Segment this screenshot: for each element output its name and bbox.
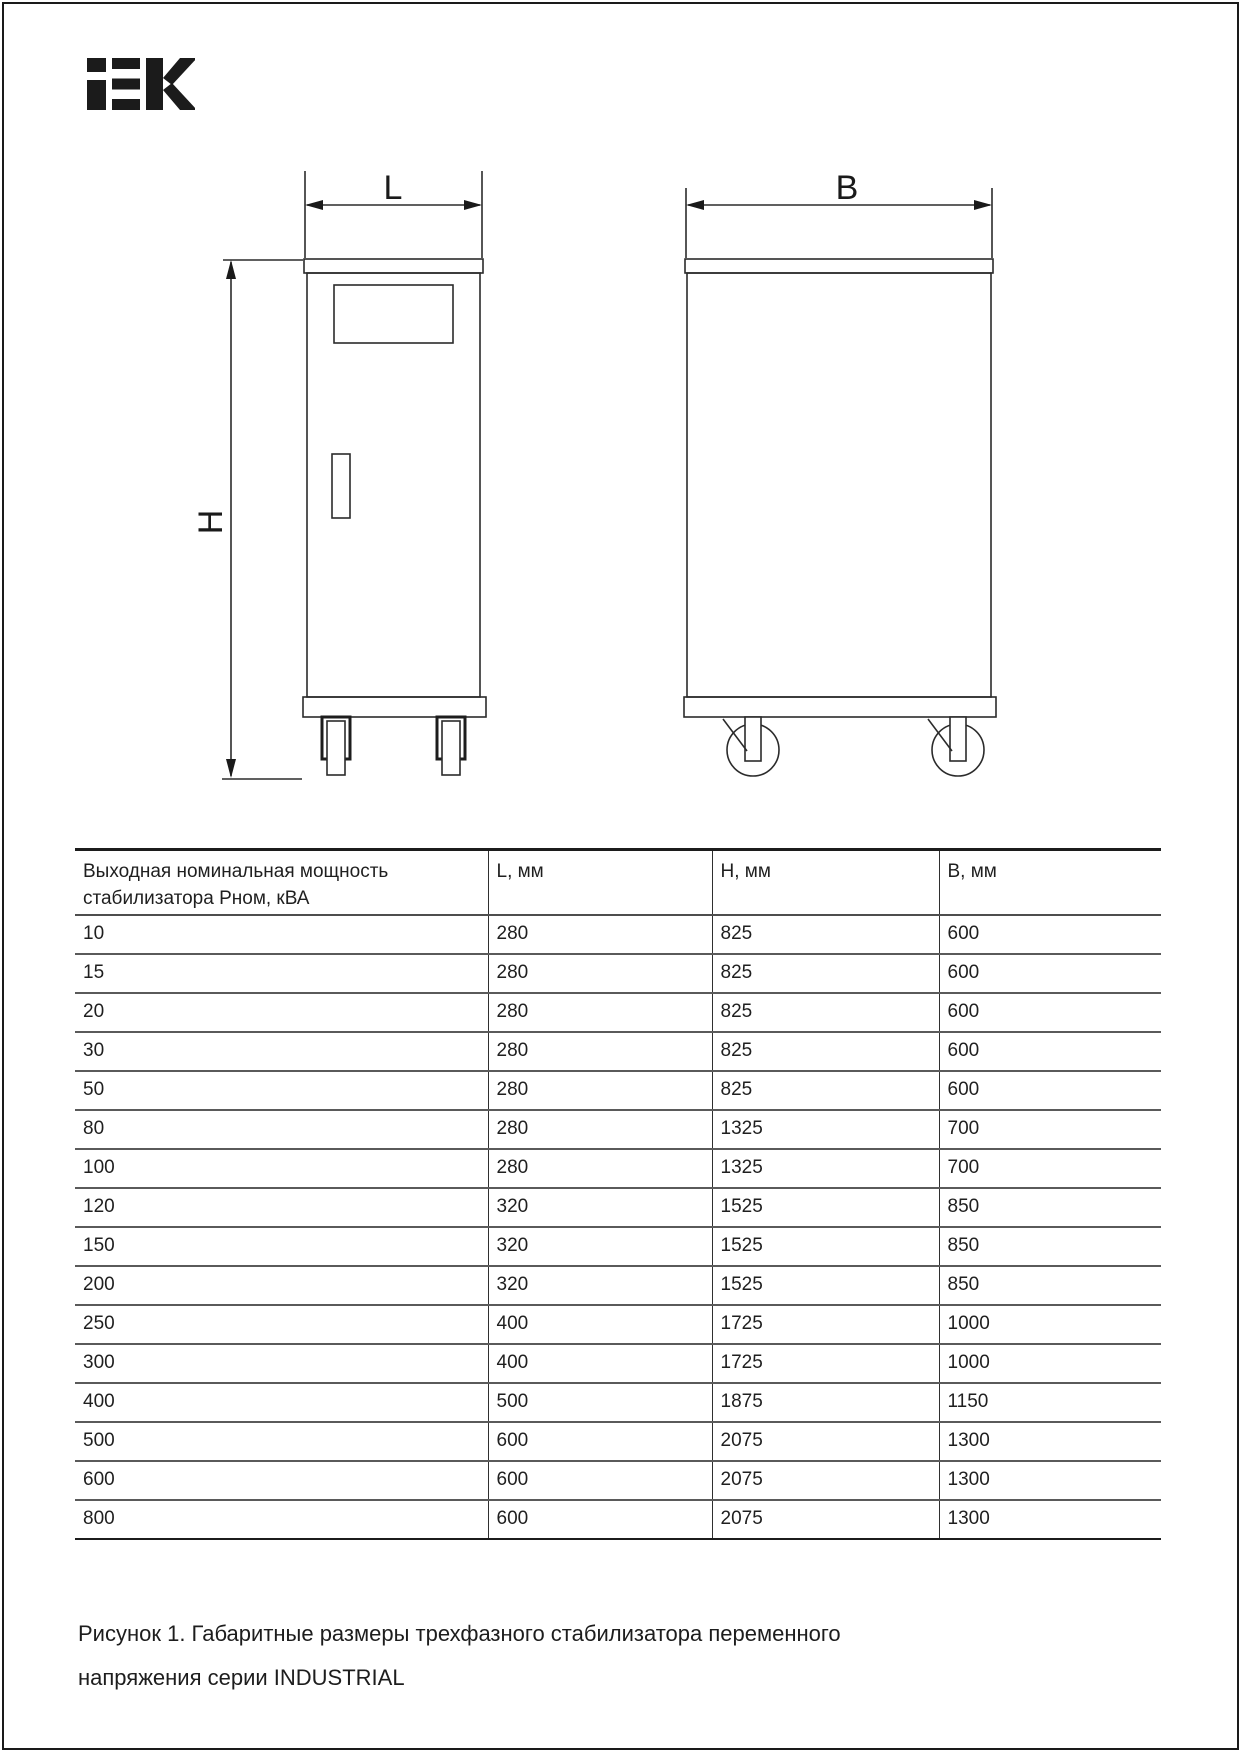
header-l: L, мм — [488, 850, 712, 915]
cell-power: 10 — [75, 915, 488, 954]
cell-power: 200 — [75, 1266, 488, 1305]
cell-h: 1525 — [712, 1227, 939, 1266]
cell-b: 1300 — [939, 1422, 1161, 1461]
cell-l: 320 — [488, 1227, 712, 1266]
table-row — [75, 1461, 1161, 1500]
cell-l: 500 — [488, 1383, 712, 1422]
figure-caption-line1: Рисунок 1. Габаритные размеры трехфазного стабилизатора переменного — [78, 1621, 841, 1646]
cell-b: 700 — [939, 1110, 1161, 1149]
figure-caption — [78, 1612, 1078, 1700]
side-depth-dimension-label: B — [835, 169, 859, 207]
cell-b: 700 — [939, 1149, 1161, 1188]
front-door-handle — [332, 454, 350, 518]
header-b: B, мм — [939, 850, 1161, 915]
cell-h: 1725 — [712, 1305, 939, 1344]
cell-l: 320 — [488, 1266, 712, 1305]
cell-power: 20 — [75, 993, 488, 1032]
front-view-drawing — [192, 169, 486, 779]
cell-b: 1150 — [939, 1383, 1161, 1422]
table-row — [75, 1032, 1161, 1071]
cell-b: 600 — [939, 1032, 1161, 1071]
cell-h: 1725 — [712, 1344, 939, 1383]
side-caster-right — [928, 717, 984, 776]
cell-l: 600 — [488, 1500, 712, 1539]
table-row — [75, 1383, 1161, 1422]
cell-l: 280 — [488, 993, 712, 1032]
dimension-drawing — [0, 0, 1241, 830]
table-row — [75, 1227, 1161, 1266]
cell-l: 280 — [488, 1071, 712, 1110]
front-cabinet-base — [303, 697, 486, 717]
cell-power: 500 — [75, 1422, 488, 1461]
cell-b: 850 — [939, 1266, 1161, 1305]
cell-power: 150 — [75, 1227, 488, 1266]
cell-power: 80 — [75, 1110, 488, 1149]
side-caster-left — [723, 717, 779, 776]
cell-power: 30 — [75, 1032, 488, 1071]
cell-h: 2075 — [712, 1422, 939, 1461]
header-h: H, мм — [712, 850, 939, 915]
cell-l: 280 — [488, 915, 712, 954]
cell-h: 825 — [712, 993, 939, 1032]
front-cabinet-body — [307, 273, 480, 697]
front-height-dimension-label: H — [192, 509, 230, 535]
cell-power: 300 — [75, 1344, 488, 1383]
cell-b: 600 — [939, 1071, 1161, 1110]
cell-h: 1325 — [712, 1110, 939, 1149]
cell-l: 400 — [488, 1344, 712, 1383]
table-row — [75, 1500, 1161, 1539]
table-row — [75, 1110, 1161, 1149]
cell-b: 1000 — [939, 1305, 1161, 1344]
side-cabinet-body — [687, 273, 991, 697]
cell-b: 1300 — [939, 1461, 1161, 1500]
side-view-drawing — [684, 169, 996, 776]
cell-power: 15 — [75, 954, 488, 993]
front-caster-left — [322, 717, 350, 775]
header-power: Выходная номинальная мощность стабилизатора Рном, кВА — [75, 850, 488, 915]
cell-power: 50 — [75, 1071, 488, 1110]
cell-l: 280 — [488, 954, 712, 993]
cell-power: 600 — [75, 1461, 488, 1500]
cell-h: 825 — [712, 1032, 939, 1071]
cell-power: 100 — [75, 1149, 488, 1188]
table-row — [75, 915, 1161, 954]
table-row — [75, 1266, 1161, 1305]
table-row — [75, 1344, 1161, 1383]
cell-h: 825 — [712, 954, 939, 993]
cell-power: 120 — [75, 1188, 488, 1227]
cell-power: 400 — [75, 1383, 488, 1422]
front-display-panel — [334, 285, 453, 343]
cell-b: 600 — [939, 993, 1161, 1032]
cell-b: 850 — [939, 1188, 1161, 1227]
table-row — [75, 1071, 1161, 1110]
cell-h: 2075 — [712, 1461, 939, 1500]
cell-h: 1325 — [712, 1149, 939, 1188]
cell-h: 1875 — [712, 1383, 939, 1422]
table-header-row — [75, 850, 1161, 915]
side-cabinet-top-lip — [685, 259, 993, 273]
cell-h: 1525 — [712, 1188, 939, 1227]
cell-l: 280 — [488, 1032, 712, 1071]
cell-l: 600 — [488, 1422, 712, 1461]
side-cabinet-base — [684, 697, 996, 717]
cell-h: 825 — [712, 1071, 939, 1110]
cell-b: 600 — [939, 915, 1161, 954]
table-row — [75, 993, 1161, 1032]
cell-h: 1525 — [712, 1266, 939, 1305]
cell-h: 2075 — [712, 1500, 939, 1539]
cell-l: 400 — [488, 1305, 712, 1344]
table-row — [75, 1188, 1161, 1227]
cell-b: 850 — [939, 1227, 1161, 1266]
front-caster-right — [437, 717, 465, 775]
cell-b: 1300 — [939, 1500, 1161, 1539]
cell-b: 600 — [939, 954, 1161, 993]
cell-power: 250 — [75, 1305, 488, 1344]
cell-b: 1000 — [939, 1344, 1161, 1383]
table-row — [75, 1422, 1161, 1461]
cell-l: 280 — [488, 1110, 712, 1149]
front-width-dimension-label: L — [383, 169, 403, 207]
cell-power: 800 — [83, 1508, 115, 1529]
dimensions-table — [75, 848, 1161, 1540]
cell-l: 320 — [488, 1188, 712, 1227]
table-row — [75, 1149, 1161, 1188]
cell-h: 825 — [712, 915, 939, 954]
front-cabinet-top-lip — [304, 259, 483, 273]
figure-caption-line2: напряжения серии INDUSTRIAL — [78, 1665, 405, 1690]
cell-l: 280 — [488, 1149, 712, 1188]
table-row — [75, 954, 1161, 993]
cell-l: 600 — [488, 1461, 712, 1500]
table-row — [75, 1305, 1161, 1344]
